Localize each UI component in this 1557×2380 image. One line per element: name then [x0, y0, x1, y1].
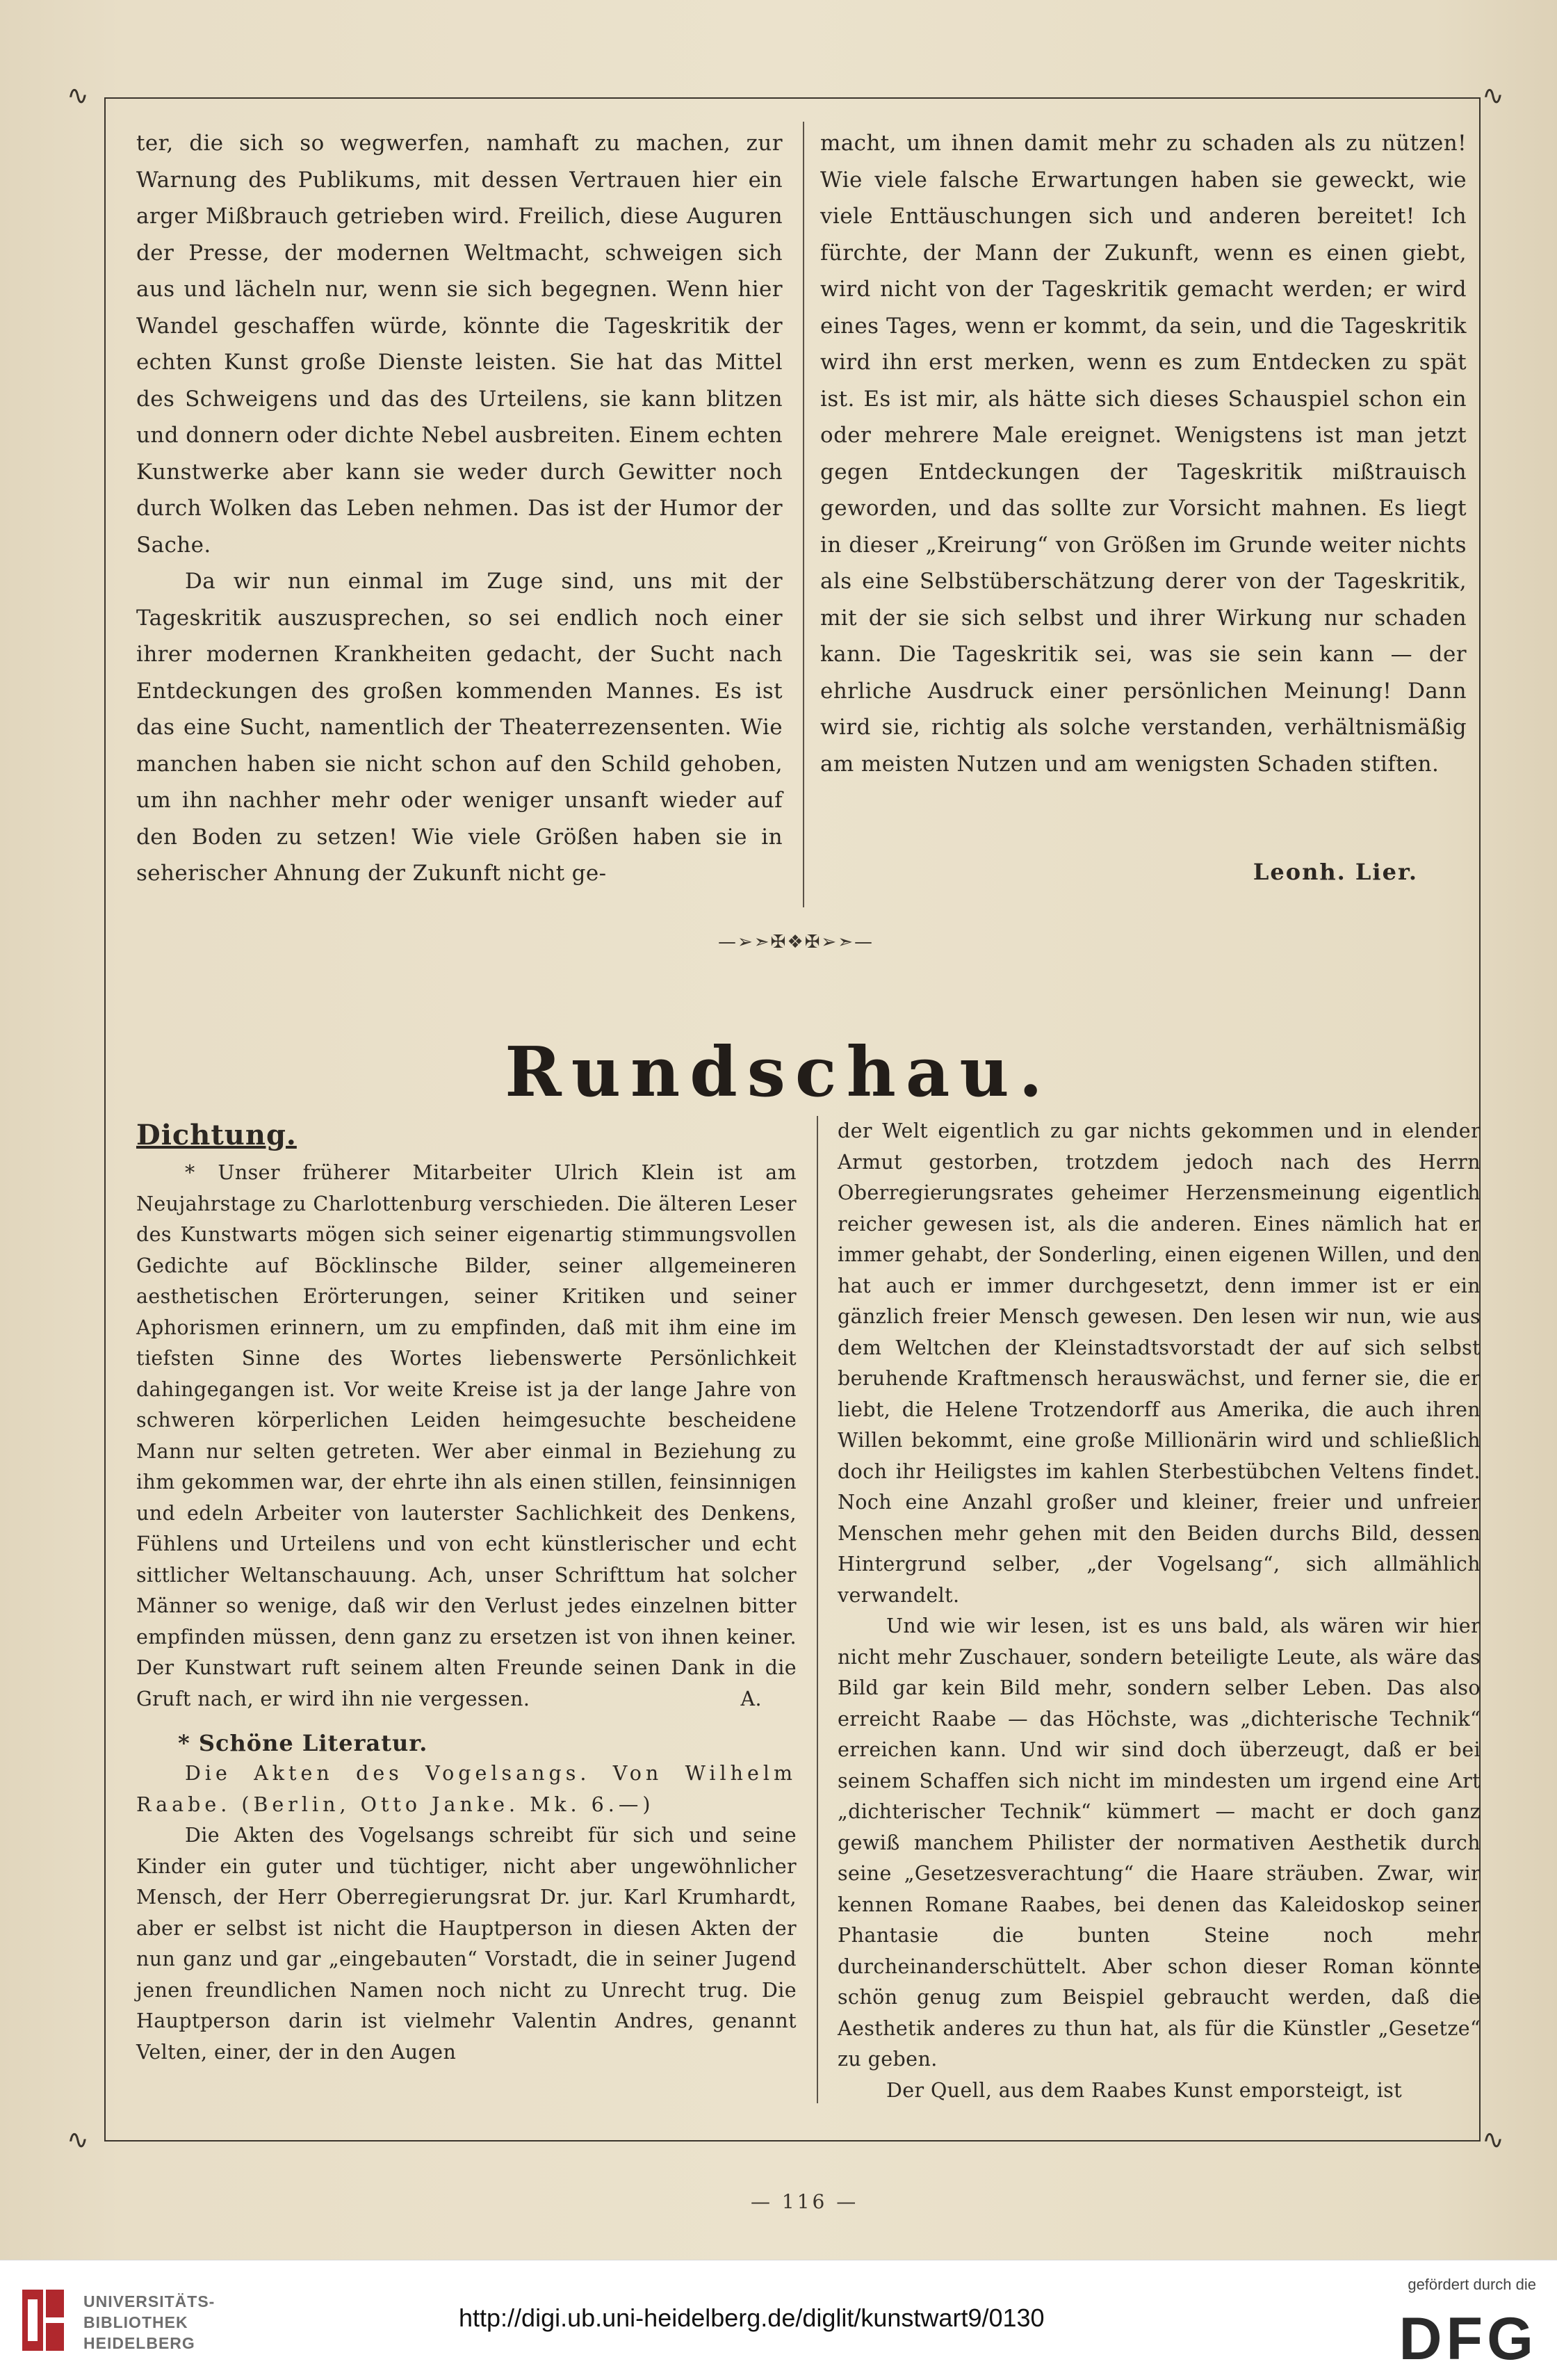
university-library-logo-icon [18, 2285, 68, 2355]
body-paragraph: Die Akten des Vogelsangs schreibt für sich und seine Kinder ein guter und tüchtiger, nicht aber ungewöhnlicher Mensch, der Herr Oberregierungsrat Dr. jur. Karl Krumhardt, aber er selbst ist nicht die Hauptperson in diesen Akten der nun ganz und gar „eingebauten“ Vorstadt, die in seiner Jugend jenen freundlichen Namen noch nicht zu Unrecht trug. Die Hauptperson darin ist vielmehr Valentin Andres, genannt Velten, einer, der in den Augen [136, 1824, 797, 2064]
library-name-line: UNIVERSITÄTS- [83, 2292, 215, 2310]
lower-left-column [136, 1116, 797, 2068]
dfg-logo: DFG [1399, 2306, 1538, 2372]
author-initial: A. [740, 1687, 762, 1710]
upper-left-column [136, 125, 783, 892]
body-paragraph: macht, um ihnen damit mehr zu schaden als zu nützen! Wie viele falsche Erwartungen haben sie geweckt, wie viele Enttäuschungen sich und anderen bereitet! Ich fürchte, der Mann der Zukunft, wenn es einen giebt, wird nicht von der Tageskritik gemacht werden; er wird eines Tages, wenn er kommt, da sein, und die Tageskritik wird ihn erst merken, wenn es zum Entdecken zu spät ist. Es ist mir, als hätte sich dieses Schauspiel schon ein oder mehrere Male ereignet. Wenigstens ist man jetzt gegen Entdeckungen der Tageskritik mißtrauisch geworden, und das sollte zur Vorsicht mahnen. Es liegt in dieser „Kreirung“ von Größen im Grunde weiter nichts als eine Selbstüberschätzung derer von der Tageskritik, mit der sie sich selbst und ihrer Wirkung nur schaden kann. Die Tageskritik sei, was sie sein kann — der ehrliche Ausdruck einer persönlichen Meinung! Dann wird sie, richtig als solche verstanden, verhältnismäßig am meisten Nutzen und am wenigsten Schaden stiften. [820, 131, 1467, 777]
body-paragraph: ter, die sich so wegwerfen, namhaft zu machen, zur Warnung des Publikums, mit dessen Vertrauen hier ein arger Mißbrauch getrieben wird. Freilich, diese Auguren der Presse, der modernen Weltmacht, schweigen sich aus und lächeln nur, wenn sie sich begegnen. Wenn hier Wandel geschaffen würde, könnte die Tageskritik der echten Kunst große Dienste leisten. Sie hat das Mittel des Schweigens und das des Urteilens, sie kann blitzen und donnern oder dichte Nebel ausbreiten. Einem echten Kunstwerke aber kann sie weder durch Gewitter noch durch Wolken das Leben nehmen. Das ist der Humor der Sache. [136, 131, 783, 558]
upper-right-column [820, 125, 1467, 782]
column-divider [817, 1116, 818, 2103]
frame-top-rule [104, 97, 1481, 99]
body-paragraph: Der Quell, aus dem Raabes Kunst emporsteigt, ist [886, 2078, 1403, 2102]
body-paragraph: Da wir nun einmal im Zuge sind, uns mit der Tageskritik auszusprechen, so sei endlich noch einer ihrer modernen Krankheiten gedacht, der Sucht nach Entdeckungen des großen kommenden Mannes. Es ist das eine Sucht, namentlich der Theaterrezensenten. Wie manchen haben sie nicht schon auf den Schild gehoben, um ihn nachher mehr oder weniger unsanft wieder auf den Boden zu setzen! Wie viele Größen haben sie in seherischer Ahnung der Zukunft nicht ge- [136, 569, 783, 886]
corner-ornament-bottom-left-icon: ∿ [67, 2124, 89, 2155]
page-number: — 116 — [751, 2190, 859, 2213]
body-paragraph: * Unser früherer Mitarbeiter Ulrich Klein ist am Neujahrstage zu Charlottenburg verschieden. Die älteren Leser des Kunstwarts mögen sich seiner eigenartig stimmungsvollen Gedichte auf Böcklinsche Bilder, seiner allgemeineren aesthetischen Erörterungen, seiner Kritiken und seiner Aphorismen erinnern, um zu empfinden, daß mit ihm eine im tiefsten Sinne des Wortes liebenswerte Persönlichkeit dahingegangen ist. Vor weite Kreise ist ja der lange Jahre von schweren körperlichen Leiden heimgesuchte bescheidene Mann nur selten getreten. Wer aber einmal in Beziehung zu ihm gekommen war, der ehrte ihn als einen stillen, feinsinnigen und edeln Arbeiter von lauterster Sachlichkeit des Denkens, Fühlens und Urteilens und von echt künstlerischer und echt sittlicher Weltanschauung. Ach, unser Schrifttum hat solcher Männer so wenige, daß wir den Verlust jedes einzelnen bitter empfinden müssen, denn ganz zu ersetzen ist von ihnen keiner. Der Kunstwart ruft seinem alten Freunde seinen Dank in die Gruft nach, er wird ihn nie vergessen. [136, 1161, 797, 1710]
subsection-title: * Schöne Literatur. [178, 1729, 428, 1756]
frame-left-rule [104, 97, 106, 2142]
library-name-line: BIBLIOTHEK [83, 2313, 188, 2331]
footer-bar [0, 2260, 1557, 2380]
library-name-line: HEIDELBERG [83, 2334, 195, 2352]
section-heading: Rundschau. [505, 1033, 1052, 1112]
corner-ornament-top-right-icon: ∿ [1482, 80, 1504, 111]
corner-ornament-bottom-right-icon: ∿ [1482, 2124, 1504, 2155]
book-citation: Die Akten des Vogelsangs. Von Wilhelm Raabe. (Berlin, Otto Janke. Mk. 6.—) [136, 1762, 797, 1816]
library-name [83, 2291, 215, 2354]
subsection-title: Dichtung. [136, 1119, 297, 1151]
separator-ornament: —➢➣✠❖✠➢➣— [717, 932, 874, 953]
permalink[interactable]: http://digi.ub.uni-heidelberg.de/diglit/kunstwart9/0130 [459, 2304, 1045, 2332]
lower-right-column [838, 1116, 1481, 2106]
funding-note: gefördert durch die [1408, 2276, 1536, 2293]
body-paragraph: der Welt eigentlich zu gar nichts gekommen und in elender Armut gestorben, trotzdem jedoch nach des Herrn Oberregierungsrates geheimer Herzensmeinung eigentlich reicher gewesen ist, als die anderen. Eines nämlich hat er immer gehabt, der Sonderling, einen eigenen Willen, und den hat auch er immer durchgesetzt, denn immer ist er ein gänzlich freier Mensch gewesen. Den lesen wir nun, wie aus dem Weltchen der Kleinstadtsvorstadt der auf sich selbst beruhende Kraftmensch herauswächst, und ferner sie, die er liebt, die Helene Trotzendorff aus Amerika, die auch ihren Willen bekommt, eine große Millionärin wird und schließlich doch ihr Heiligstes im kahlen Sterbestübchen Veltens findet. Noch eine Anzahl großer und kleiner, freier und unfreier Menschen mehr gehen mit den Beiden durchs Bild, dessen Hintergrund selber, „der Vogelsang“, sich allmählich verwandelt. [838, 1119, 1481, 1607]
body-paragraph: Und wie wir lesen, ist es uns bald, als wären wir hier nicht mehr Zuschauer, sondern beteiligte Leute, als wäre das Bild gar kein Bild mehr, sondern selber Leben. Das also erreicht Raabe — das Höchste, was „dichterische Technik“ erreichen kann. Und wir sind doch überzeugt, daß er bei seinem Schaffen sich nicht im mindesten um irgend eine Art „dichterischer Technik“ kümmert — macht er doch ganz gewiß manchem Philister der normativen Aesthetik durch seine „Gesetzesverachtung“ die Haare sträuben. Zwar, wir kennen Romane Raabes, bei denen das Kaleidoskop seiner Phantasie die bunten Steine noch mehr durcheinanderschüttelt. Aber schon dieser Roman könnte schön genug zum Beispiel gebraucht werden, daß die Aesthetik anderes zu thun hat, als für die Künstler „Gesetze“ zu geben. [838, 1614, 1481, 2071]
frame-bottom-rule [104, 2140, 1481, 2142]
author-signature: Leonh. Lier. [1253, 859, 1418, 885]
column-divider [803, 122, 804, 907]
corner-ornament-top-left-icon: ∿ [67, 80, 89, 111]
